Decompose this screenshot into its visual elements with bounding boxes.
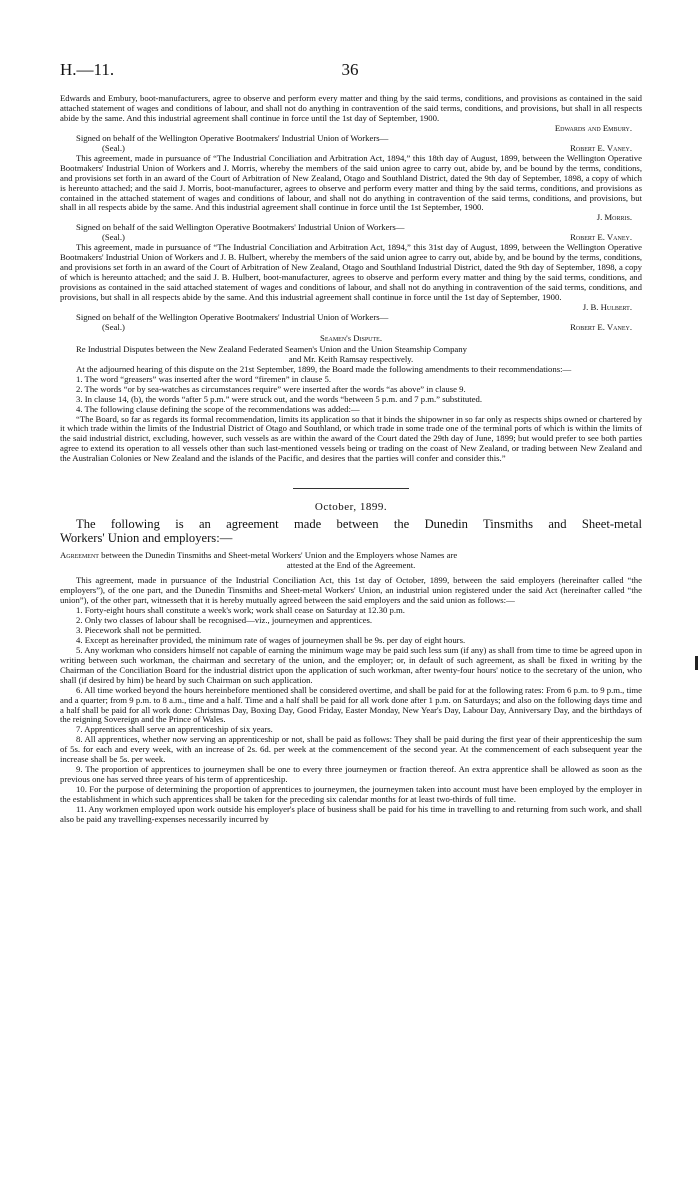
amendment-item: 1. The word “greasers” was inserted after the word “firemen” in clause 5. <box>76 373 332 384</box>
amendments-intro: At the adjourned hearing of this dispute on the 21st September, 1899, the Board made the following amendments to their recommendations:— <box>76 363 572 374</box>
paragraph-hulbert-agreement: This agreement, made in pursuance of “The Industrial Conciliation and Arbitration Act, 1894,” this 31st day of August, 1899, between the Wellington Operative Bootmakers' Industrial Union of Workers and J. B. Hulbert, whereby the members of the said union agree to carry out, abide by, and be bound by the terms, conditions, and provisions set forth in an award of the Court of Arbitration of New Zealand, Otago and Southland Industrial District, dated the 9th day of September, 1898, a copy of which is hereunto attached; and the said J. B. Hulbert, boot-manufacturer, agrees to observe and perform every matter and thing by the said terms, conditions, and provisions as contained in the said attached statement of wages and conditions of labour, and shall not do anything in contravention of the said terms, conditions, and provisions, but shall in all respects abide by the same. And this industrial agreement shall continue in force until the 1st day of September, 1900. <box>60 242 642 303</box>
seal-label: (Seal.) <box>102 321 125 332</box>
agreement-intro: This agreement, made in pursuance of the Industrial Conciliation Act, this 1st day of October, 1899, between the said employers (hereinafter called “the employers”), of the one part, and the Dunedin Tinsmiths and Sheet-metal Workers' Union, an industrial union registered under the said Act (hereinafter called “the union”), of the other part, witnesseth that it is hereby mutually agreed between the said employers and the said union as follows:— <box>60 575 642 606</box>
signatory-name: Robert E. Vaney. <box>570 321 632 332</box>
board-quotation: “The Board, so far as regards its formal recommendation, limits its application so that it binds the shipowner in so far only as respects ships owned or chartered by it which trade within the limits of the Industrial District of Otago and Southland, or which trade in some trade one of the terminal ports of which is within the limits of the said industrial district, excluding, however, such vessels as are within the award of the Court dated the 29th day of June, 1899; but would prefer to see both parties agree to extend its operation to all vessels other than such last-mentioned vessels being or trading on the coast of New Zealand, or trading between New Zealand and the Australian Colonies or New Zealand and the islands of the Pacific, and desires that the parties will confer and consider this.” <box>60 413 642 464</box>
agreement-clause: 3. Piecework shall not be permitted. <box>76 624 202 635</box>
agreement-clause: 10. For the purpose of determining the proportion of apprentices to journeymen, the journeymen taken into account must have been employed by the employer in the establishment in which such apprentices shall be taken for the preceding six calendar months for at least two-thirds of full time. <box>60 784 642 805</box>
signed-on-behalf-1: Signed on behalf of the Wellington Operative Bootmakers' Industrial Union of Workers— <box>76 132 389 143</box>
page-header <box>60 60 640 80</box>
agreement-clause: 7. Apprentices shall serve an apprenticeship of six years. <box>76 724 273 735</box>
agreement-clause: 5. Any workman who considers himself not capable of earning the minimum wage may be paid such less sum (if any) as shall from time to time be agreed upon in writing between such workman, the chairman and secretary of the union, and the employer; or, in default of such agreement, as shall be fixed in writing by the Chairman of the Conciliation Board for the industrial district upon the application of such workman, after twenty-four hours' notice to the secretary of the union, who shall (if desired by him) be heard by such Chairman on such application. <box>60 644 642 685</box>
dispute-title-line-1: Re Industrial Disputes between the New Zealand Federated Seamen's Union and the Union Steamship Company <box>76 343 467 354</box>
amendment-item: 2. The words “or by sea-watches as circumstances require” were inserted after the words “as above” in clause 9. <box>76 383 466 394</box>
agreement-title-line-2: attested at the End of the Agreement. <box>286 560 416 571</box>
page-body <box>60 94 642 825</box>
seal-label: (Seal.) <box>102 232 125 243</box>
dispute-title-line-2: and Mr. Keith Ramsay respectively. <box>288 353 414 364</box>
agreement-title-rest: between the Dunedin Tinsmiths and Sheet-metal Workers' Union and the Employers whose Names are <box>98 550 458 561</box>
agreement-word: Agreement <box>60 550 99 561</box>
agreement-clause: 2. Only two classes of labour shall be recognised—viz., journeymen and apprentices. <box>76 614 373 625</box>
paragraph-edwards-embury: Edwards and Embury, boot-manufacturers, agree to observe and perform every matter and thing by the said terms, conditions, and provisions as contained in the said attached statement of wages and conditions of labour, and shall not do anything in contravention of the said terms, conditions, and provisions, but shall in all respects abide by the same. And this industrial agreement shall continue in force until the 1st day of September, 1900. <box>60 93 642 123</box>
signatory-name: Robert E. Vaney. <box>570 142 632 153</box>
agreement-clause: 9. The proportion of apprentices to journeymen shall be one to every three journeymen or fraction thereof. An extra apprentice shall be allowed as soon as the previous one has served three years of his term of apprenticeship. <box>60 764 642 785</box>
document-reference: H.—11. <box>60 60 115 79</box>
page-number: 36 <box>341 60 359 79</box>
paragraph-morris-agreement: This agreement, made in pursuance of “The Industrial Conciliation and Arbitration Act, 1894,” this 18th day of August, 1899, between the Wellington Operative Bootmakers' Industrial Union of Workers and J. Morris, whereby the members of the said union agree to carry out, abide by, and be bound by the terms, conditions, and provisions set forth in an award of the Court of Arbitration of New Zealand, Otago and Southland District, dated the 9th day of September, 1898, a copy of which is hereunto attached; and the said J. Morris, boot-manufacturer, agrees to observe and perform every matter and thing by the said terms, conditions, and provisions as contained in the attached statement of wages and conditions of labour, and shall not do anything in contravention of the said terms, conditions, and provisions, but shall in all respects abide by the same. And this industrial agreement shall continue in force until the 1st September, 1900. <box>60 152 642 213</box>
agreement-clause: 11. Any workmen employed upon work outside his employer's place of business shall be paid for his time in travelling to and returning from such work, and shall also be paid any travelling-expenses necessarily incurred by <box>60 804 642 824</box>
amendment-item: 3. In clause 14, (b), the words “after 5 p.m.” were struck out, and the words “between 5 p.m. and 7 p.m.” substituted. <box>76 393 483 404</box>
lead-line-1: The following is an agreement made between the Dunedin Tinsmiths and Sheet-metal <box>76 517 642 532</box>
agreement-title <box>60 551 642 571</box>
amendment-item: 4. The following clause defining the scope of the recommendations was added:— <box>76 403 360 414</box>
signatory-name: Robert E. Vaney. <box>570 232 632 243</box>
signature-edwards-embury: Edwards and Embury. <box>554 122 632 133</box>
lead-line-2: Workers' Union and employers:— <box>60 531 233 546</box>
signed-on-behalf-3: Signed on behalf of the Wellington Operative Bootmakers' Industrial Union of Workers— <box>76 311 389 322</box>
signed-on-behalf-2: Signed on behalf of the said Wellington Operative Bootmakers' Industrial Union of Workers— <box>76 222 405 233</box>
seal-row-3 <box>60 323 642 333</box>
agreement-clause: 6. All time worked beyond the hours hereinbefore mentioned shall be considered overtime, and shall be paid for at the following rates: From 6 p.m. to 9 p.m., time and a quarter; from 9 p.m. to 8 a.m., time and a half. Time and a half shall be paid for all work done after 1 p.m. on Saturdays; and also on the following days time and a half shall be paid for all work done: Christmas Day, Boxing Day, Good Friday, Easter Monday, New Year's Day, Labour Day, Anniversary Day, and the birthdays of the reigning Sovereign and the Prince of Wales. <box>60 684 642 725</box>
page-edge-mark <box>695 656 698 670</box>
seal-label: (Seal.) <box>102 142 125 153</box>
signature-morris: J. Morris. <box>596 212 632 223</box>
signature-hulbert: J. B. Hulbert. <box>582 302 632 313</box>
section-divider <box>60 488 642 489</box>
section-heading-seamens-dispute: Seamen's Dispute. <box>319 332 383 343</box>
month-heading: October, 1899. <box>314 501 388 514</box>
agreement-clause: 8. All apprentices, whether now serving an apprenticeship or not, shall be paid as follows: They shall be paid during the first year of their apprenticeship the sum of 5s. for each and every week, with an increase of 2s. 6d. per week at the commencement of the second year. At the commencement of each subsequent year the increase shall be 5s. per week. <box>60 734 642 765</box>
agreement-clause: 1. Forty-eight hours shall constitute a week's work; work shall cease on Saturday at 12.30 p.m. <box>76 604 405 615</box>
agreement-clause: 4. Except as hereinafter provided, the minimum rate of wages of journeymen shall be 9s. per day of eight hours. <box>76 634 466 645</box>
